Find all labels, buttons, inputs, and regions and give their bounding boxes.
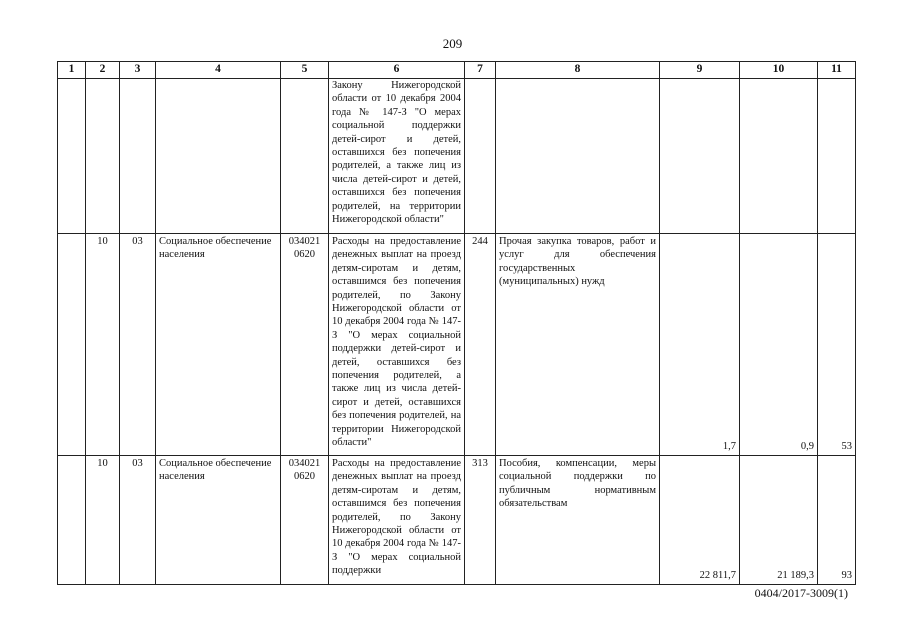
cell-amount-fact: 21 189,3 [740, 456, 818, 585]
cell-line [58, 234, 86, 456]
cell-amount-fact: 0,9 [740, 234, 818, 456]
column-header: 10 [740, 62, 818, 79]
budget-table [57, 61, 856, 585]
document-id: 0404/2017-3009(1) [754, 586, 848, 600]
cell-expense-type: 313 [465, 456, 496, 585]
cell-amount-plan: 1,7 [660, 234, 740, 456]
cell-section: 10 [86, 456, 120, 585]
column-header: 6 [329, 62, 465, 79]
table-row [58, 456, 856, 585]
cell-percent [818, 79, 856, 234]
column-header: 7 [465, 62, 496, 79]
cell-target-name: Расходы на предоставление денежных выплат на проезд детям-сиротам и детям, оставшимся без попечения родителей, по Закону Нижегородской области от 10 декабря 2004 года № 147-З "О мерах социальной поддержки [329, 456, 465, 585]
page-number: 209 [442, 36, 463, 51]
cell-expense-name: Прочая закупка товаров, работ и услуг для обеспечения государственных (муниципальных) нужд [496, 234, 660, 456]
column-header: 4 [156, 62, 281, 79]
table-header-row [58, 62, 856, 79]
cell-expense-name [496, 79, 660, 234]
cell-percent: 93 [818, 456, 856, 585]
cell-subsection: 03 [120, 234, 156, 456]
cell-target-code: 034021 0620 [281, 234, 329, 456]
cell-subsection: 03 [120, 456, 156, 585]
cell-target-name: Закону Нижегородской области от 10 декабря 2004 года № 147-З "О мерах социальной поддержки детей-сирот и детей, оставшихся без попечения родителей, а также лиц из числа детей-сирот и детей, оставшихся без попечения родителей, на территории Нижегородской области" [329, 79, 465, 234]
column-header: 8 [496, 62, 660, 79]
cell-expense-type [465, 79, 496, 234]
column-header: 5 [281, 62, 329, 79]
cell-amount-fact [740, 79, 818, 234]
cell-expense-type: 244 [465, 234, 496, 456]
column-header: 2 [86, 62, 120, 79]
cell-section: 10 [86, 234, 120, 456]
cell-percent: 53 [818, 234, 856, 456]
table-row [58, 79, 856, 234]
cell-line [58, 456, 86, 585]
cell-subsection [120, 79, 156, 234]
column-header: 3 [120, 62, 156, 79]
cell-expense-name: Пособия, компенсации, меры социальной поддержки по публичным нормативным обязательствам [496, 456, 660, 585]
cell-section [86, 79, 120, 234]
cell-line [58, 79, 86, 234]
cell-target-code: 034021 0620 [281, 456, 329, 585]
cell-target-name: Расходы на предоставление денежных выплат на проезд детям-сиротам и детям, оставшимся без попечения родителей, по Закону Нижегородской области от 10 декабря 2004 года № 147-З "О мерах социальной поддержки детей-сирот и детей, оставшихся без попечения родителей, а также лиц из числа детей-сирот и детей, оставшихся без попечения родителей, на территории Нижегородской области" [329, 234, 465, 456]
column-header: 9 [660, 62, 740, 79]
table-row [58, 234, 856, 456]
column-header: 1 [58, 62, 86, 79]
cell-section-name [156, 79, 281, 234]
column-header: 11 [818, 62, 856, 79]
cell-amount-plan [660, 79, 740, 234]
cell-section-name: Социальное обеспечение населения [156, 234, 281, 456]
cell-section-name: Социальное обеспечение населения [156, 456, 281, 585]
cell-amount-plan: 22 811,7 [660, 456, 740, 585]
cell-target-code [281, 79, 329, 234]
